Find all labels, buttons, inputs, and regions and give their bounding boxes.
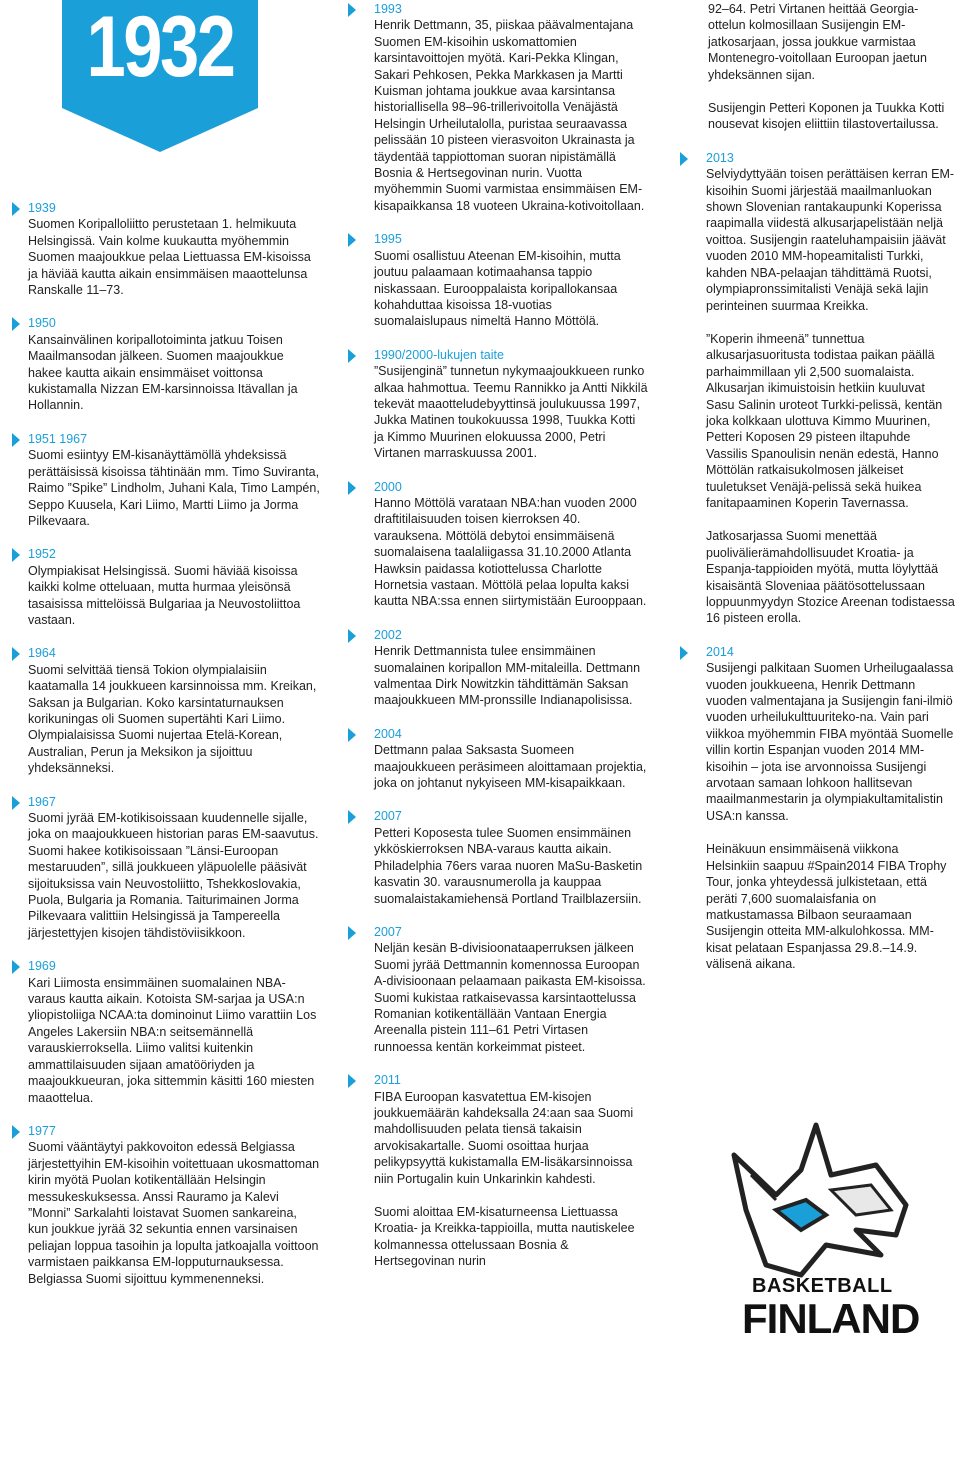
paragraph: Suomi aloittaa EM-kisaturneensa Liettuassa Kroatia- ja Kreikka-tappioilla, mutta nautiskelee kolmannessa ottelussaan Bosnia & Hertsegovinan nurin (374, 1205, 635, 1269)
wolf-icon (706, 1115, 936, 1285)
column-middle (348, 1, 648, 1270)
entry-year: 2002 (374, 627, 402, 642)
entry-year: 1951 1967 (28, 431, 88, 446)
arrow-icon (348, 3, 356, 17)
arrow-icon (348, 629, 356, 643)
arrow-icon (12, 317, 20, 331)
arrow-icon (348, 349, 356, 363)
entry-year: 2007 (374, 809, 402, 824)
entry-text: Kansainvälinen koripallotoiminta jatkuu Toisen Maailmansodan jälkeen. Suomen maajoukkue hakee kautta aikain ensimmäiset voittonsa kukistamalla Nizzan EM-karsinnoissa Itävallan ja Hollannin. (28, 332, 298, 413)
arrow-icon (12, 1125, 20, 1139)
entry-text: Henrik Dettmann, 35, piiskaa päävalmentajana Suomen EM-kisoihin uskomattomien karsintavoittojen myötä. Kari-Pekka Klingan, Sakari Pehkosen, Pekka Markkasen ja Martti Kuisman johtama joukkue avaa karsintansa historiallisella 98–96-trillerivoitolla Venäjästä Helsingin Urheilutalolla, puristaa seuraavassa pelissään 10 pisteen vierasvoiton Ukrainasta ja täydentää tappiottoman suoran nipistämällä Bosnia & Hertsegovinan nurin. Vuotta myöhemmin Suomi varmistaa ensimmäisen EM-kisapaikkansa 18 vuoteen Ukraina-kotivoitollaan. (374, 18, 645, 213)
entry-year: 1964 (28, 646, 56, 661)
entry-year: 1967 (28, 794, 56, 809)
entry-text: Suomi esiintyy EM-kisanäyttämöllä yhdeksissä perättäisissä kisoissa tähtinään mm. Timo Suviranta, Raimo ”Spike” Lindholm, Juhani Kala, Timo Lampén, Seppo Kuusela, Kari Liimo, Martti Liimo ja Jorma Pilkevaara. (28, 448, 320, 528)
timeline-entry (348, 1072, 648, 1187)
entry-text: Jatkosarjassa Suomi menettää puolivälierämahdollisuudet Kroatia- ja Espanja-tappioiden myötä, mutta löylyttää kisaisäntä Sloveniaa päätösottelussaan loppuunmyydyn Stozice Areenan todistaessa 16 pisteen erolla. (706, 529, 955, 626)
entry-text: Susijengi palkitaan Suomen Urheilugaalassa vuoden joukkueena, Henrik Dettmann vuoden valmentajana ja Susijengin fani-ilmiö vuoden urheilukulttuuriteko-na. Vain pari viikkoa myöhemmin FIBA myöntää Suomelle villin kortin Espanjan vuoden 2014 MM-kisoihin – jota ise arvonnoissa Susijengi arvotaan samaan lohkoon hallitsevan maailmanmestarin ja olympiakultamitalistin USA:n kanssa. (706, 661, 954, 823)
entry-text: Kari Liimosta ensimmäinen suomalainen NBA-varaus kautta aikain. Kotoista SM-sarjaa ja USA:n yliopistoliiga NCAA:ta dominoinut Liimo varattiin Los Angeles Lakersiin NBA:n seitsemännellä varauskierroksella. Liimo valitsi kuitenkin ammattilaisuuden sijaan amatööriyden ja maajoukkueuran, joka sittemmin käsitti 160 miesten maaottelua. (28, 975, 317, 1105)
arrow-icon (12, 548, 20, 562)
entry-text: Suomen Koripalloliitto perustetaan 1. helmikuuta Helsingissä. Vain kolme kuukautta myöhemmin Suomen maajoukkue pelaa Liettuassa EM-kisoissa ja häviää kautta aikain ensimmäisen maaottelunsa Ranskalle 11–73. (28, 217, 311, 298)
paragraph: Susijengin Petteri Koponen ja Tuukka Kotti nousevat kisojen eliittiin tilastovertailussa. (708, 101, 945, 132)
timeline-entry (0, 645, 320, 776)
entry-text: FIBA Euroopan kasvatettua EM-kisojen joukkuemäärän kahdeksalla 24:aan saa Suomi mahdollisuuden pelata tiensä takaisin arvokisakartalle. Suomi osoittaa hurjaa pelikypsyyttä kukistamalla EM-lisäkarsinnoissa niin Portugalin kuin Unkarinkin kahdesti. (374, 1089, 634, 1186)
timeline-entry (0, 958, 320, 1106)
entry-year: 2011 (374, 1073, 401, 1088)
entry-year: 2007 (374, 924, 402, 939)
entry-text: Dettmann palaa Saksasta Suomeen maajoukkueen peräsimeen aloittamaan projektia, joka on johtanut nykyiseen MM-kisapaikkaan. (374, 743, 647, 791)
entry-text: Suomi selvittää tiensä Tokion olympialaisiin kaatamalla 14 joukkueen karsinnoissa mm. Kreikan, Saksan ja Bulgarian. Koko karsintaturnauksen korikuningas oli Suomen supertähti Kari Liimo. Olympialaisissa Suomi nujertaa Etelä-Korean, Australian, Perun ja Meksikon ja sijoittuu yhdeksänneksi. (28, 662, 317, 776)
entry-text: Heinäkuun ensimmäisenä viikkona Helsinkiin saapuu #Spain2014 FIBA Trophy Tour, jonka yhteydessä julkistetaan, että peräti 7,600 suomalaisfania on matkustamassa Bilbaon seuraamaan Susijengin otteita MM-alkulohkossa. MM-kisat pelataan Espanjassa 29.8.–14.9. välisenä aikana. (706, 842, 947, 972)
entry-year: 2013 (706, 150, 734, 165)
arrow-icon (348, 233, 356, 247)
timeline-entry (348, 627, 648, 709)
column-left (0, 200, 320, 1287)
arrow-icon (12, 647, 20, 661)
timeline-entry (348, 347, 648, 462)
entry-text: ”Susijenginä” tunnetun nykymaajoukkueen runko alkaa hahmottua. Teemu Rannikko ja Antti Nikkilä tekevät maaotteludebyyttinsä joulukuussa 1997, Jukka Matinen toukokuussa 1998, Tuukka Kotti ja Kimmo Muurinen elokuussa 2000, Petri Virtanen marraskuussa 2001. (374, 364, 648, 461)
entry-year: 1969 (28, 959, 56, 974)
banner-year: 1932 (86, 0, 234, 95)
column-right (680, 1, 955, 973)
timeline-entry (348, 1, 648, 214)
arrow-icon (680, 646, 688, 660)
entry-text: Henrik Dettmannista tulee ensimmäinen suomalainen koripallon MM-mitaleilla. Dettmann valmentaa Dirk Nowitzkin tähdittämän Saksan maajoukkueen MM-pronssille Indianapolisissa. (374, 644, 641, 708)
entry-year: 2000 (374, 479, 402, 494)
timeline-entry (0, 431, 320, 529)
entry-year: 1950 (28, 316, 56, 331)
timeline-entry (348, 924, 648, 1055)
entry-text: Olympiakisat Helsingissä. Suomi häviää kisoissa kaikki kolme otteluaan, mutta hurmaa yleisönsä tasaisissa mittelöissä Bulgariaa ja Neuvostoliittoa vastaan. (28, 563, 301, 627)
year-banner (62, 0, 258, 152)
timeline-entry (348, 231, 648, 329)
entry-text: Suomi jyrää EM-kotikisoissaan kuudennelle sijalle, joka on maajoukkueen historian paras EM-saavutus. Suomi hakee kotikisoissaan ”Länsi-Euroopan mestaruuden”, sillä joukkueen yläpuolelle pääsivät sijoituksissa vain Neuvostoliitto, Tshekkoslovakia, Puola, Bulgaria ja Romania. Taiturimainen Jorma Pilkevaara valittiin Helsingissä ja Tampereella järjestettyjen kisojen tähdistöviisikkoon. (28, 811, 319, 940)
arrow-icon (348, 810, 356, 824)
arrow-icon (12, 433, 20, 447)
timeline-entry (0, 794, 320, 942)
arrow-icon (348, 481, 356, 495)
timeline-entry (680, 644, 955, 973)
entry-year: 1977 (28, 1123, 56, 1138)
entry-year: 1993 (374, 2, 402, 16)
entry-text: Suomi osallistuu Ateenan EM-kisoihin, mutta joutuu palaamaan kotimaahansa tappio niskassaan. Eurooppalaista koripallokansaa kohahduttaa kisoissa 18-vuotias suomalaislupaus nimeltä Hanno Möttölä. (374, 248, 621, 329)
entry-text: Hanno Möttölä varataan NBA:han vuoden 2000 draftitilaisuuden toisen kierroksen 40. varauksena. Möttölä debytoi ensimmäisenä suomalaisena taalaliigassa 31.10.2000 Atlanta Hawksin paidassa kotiottelussa Charlotte Hornetsia vastaan. Möttölä pelaa lopulta kaksi kautta NBA:ssa ennen siirtymistään Eurooppaan. (374, 495, 647, 609)
entry-text: Petteri Koposesta tulee Suomen ensimmäinen ykköskierroksen NBA-varaus kautta aikain. Philadelphia 76ers varaa nuoren MaSu-Basketin kasvatin 30. varausnumerolla ja kauppaa suomalaistakamiehensä Portland Trailblazersiin. (374, 825, 643, 906)
timeline-entry (348, 479, 648, 610)
timeline-entry (0, 1123, 320, 1287)
arrow-icon (348, 926, 356, 940)
timeline-entry (348, 726, 648, 792)
logo-text-top: BASKETBALL (752, 1275, 893, 1297)
timeline-entry (348, 808, 648, 906)
entry-text: Suomi vääntäytyi pakkovoiton edessä Belgiassa järjestettyihin EM-kisoihin voitettuaan ukosmattoman kirin myötä Puolan kotikentällään Helsingin messukeskuksessa. Anssi Rauramo ja Kalevi ”Monni” Sarkalahti loistavat Suomen sankareina, kun joukkue jyrää 32 sekuntia ennen varsinaisen peliajan loppua tasoihin ja lopulta jatkoajalla voittoon varmistaen paikkansa EM-lopputurnauksessa. Belgiassa Suomi sijoittuu kymmenenneksi. (28, 1140, 320, 1286)
arrow-icon (680, 152, 688, 166)
arrow-icon (348, 1074, 356, 1088)
timeline-entry (680, 150, 955, 627)
timeline-entry (0, 200, 320, 298)
arrow-icon (12, 960, 20, 974)
basketball-finland-logo (706, 1115, 936, 1355)
entry-year: 2004 (374, 726, 402, 741)
arrow-icon (348, 728, 356, 742)
entry-text: Selviydyttyään toisen perättäisen kerran EM-kisoihin Suomi järjestää maailmanluokan shown Slovenian rantakaupunki Koperissa raapimalla viidestä alkusarjapelistään neljä voittoa. Susijengin raateluhampaisiin jäävät vuoden 2010 MM-hopeamitalisti Turkki, kahden NBA-pelaajan tähdittämä Ruotsi, olympiapronssimitalisti Venäjä sekä lajin perinteinen suurmaa Kreikka. (706, 167, 955, 313)
entry-year: 1939 (28, 201, 56, 215)
entry-year: 2014 (706, 644, 734, 659)
entry-year: 1990/2000-lukujen taite (374, 347, 504, 362)
paragraph: 92–64. Petri Virtanen heittää Georgia-ottelun kolmosillaan Susijengin EM-jatkosarjaan, jossa joukkue varmistaa Montenegro-voitollaan Euroopan jaetun yhdeksännen sijan. (708, 2, 927, 82)
entry-text: Neljän kesän B-divisioonataaperruksen jälkeen Suomi jyrää Dettmannin komennossa Euroopan A-divisioonaan pelaamaan paikasta EM-kisoissa. Suomi kukistaa ratkaisevassa karsintaottelussa Romanian kotikentällään Vantaan Energia Areenalla pistein 111–61 Petri Virtasen runnoessa kentän korkeimmat pisteet. (374, 941, 646, 1054)
entry-year: 1995 (374, 232, 402, 247)
logo-text-bottom: FINLAND (742, 1295, 920, 1342)
arrow-icon (12, 796, 20, 810)
timeline-entry (0, 315, 320, 413)
timeline-entry (0, 546, 320, 628)
entry-text: ”Koperin ihmeenä” tunnettua alkusarjasuoritusta todistaa paikan päällä parhaimmillaan yli 2,500 suomalaista. Alkusarjan ikimuistoisin hetkiin kuuluvat Sasu Salinin uroteot Turkki-pelissä, kentän joka kolkkaan ulottuva Kimmo Muurinen, Petteri Koposen 29 pisteen iltapuhde Vassilis Spanoulisin nenän edestä, Hanno Möttölän ratkaisukolmosen jälkeiset tuuletukset Venäjä-pelissä sekä huikea fanitapaaminen Koperin Tavernassa. (706, 331, 943, 510)
arrow-icon (12, 202, 20, 216)
entry-year: 1952 (28, 547, 56, 562)
